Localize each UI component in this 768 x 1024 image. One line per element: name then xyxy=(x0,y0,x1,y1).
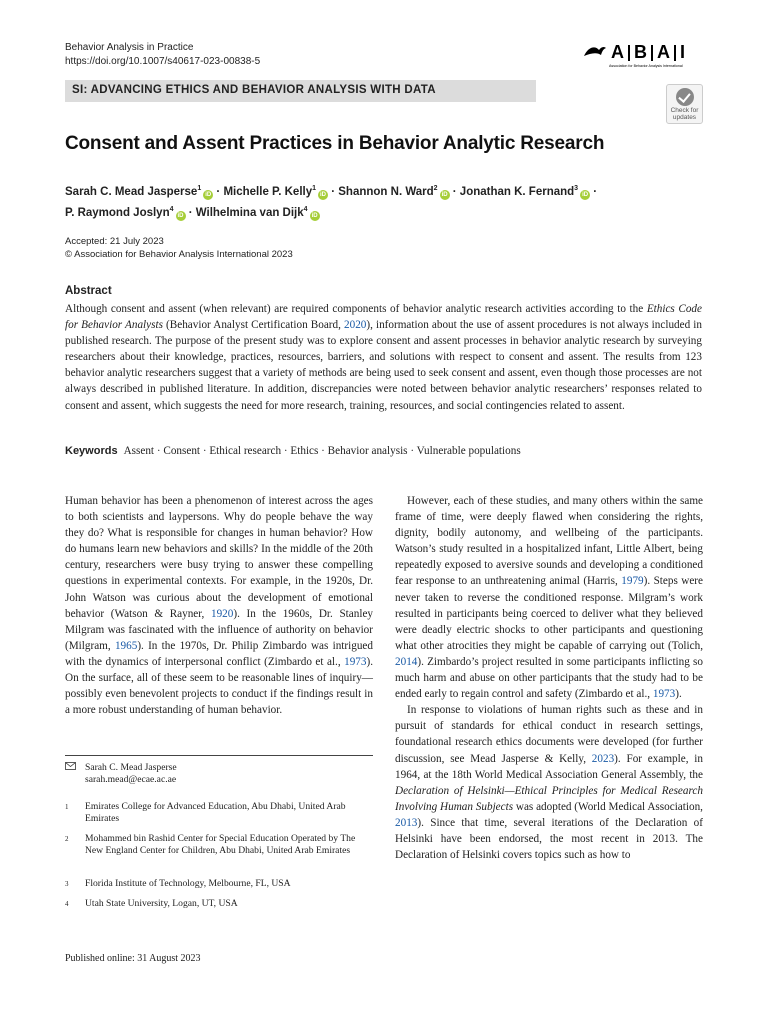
citation-link[interactable]: 1920 xyxy=(210,607,234,620)
logo-letter-a: A xyxy=(611,42,624,62)
journal-name: Behavior Analysis in Practice xyxy=(65,42,194,53)
logo-letter-i: I xyxy=(680,42,686,62)
check-updates-icon xyxy=(676,88,694,106)
author-5[interactable]: P. Raymond Joslyn$^4$ xyxy=(65,205,174,219)
special-issue-banner xyxy=(65,80,536,102)
footnote-divider xyxy=(65,755,373,756)
abai-bird-icon xyxy=(583,43,607,63)
author-3[interactable]: Shannon N. Ward$^2$ xyxy=(338,185,438,198)
article-dates xyxy=(65,235,293,261)
citation-link[interactable]: 2023 xyxy=(591,752,615,765)
article-title: Consent and Assent Practices in Behavior Analytic Research xyxy=(65,133,605,154)
paragraph: However, each of these studies, and many others within the same frame of time, were deeply flawed when considering the rights, dignity, bodily autonomy, and wellbeing of the participants. Watson’s study resulted in a hospitalized infant, Little Albert, being repeatedly exposed to aversive sounds and developing a conditioned fear response to an unthreatening animal (Harris, 1979). Steps were never taken to reverse the conditioned response. Milgram’s work resulted in participants being coerced to deliver what they believed were deadly electric shocks to other participants and questioning what other atrocities they might be capable of carrying out (Tolich, 2014). Zimbardo’s project resulted in some participants inflicting so much harm and abuse on other participants that the study had to be ended early to regain control and safety (Zimbardo et al., 1973). xyxy=(395,495,703,701)
citation-link[interactable]: 2020 xyxy=(344,319,367,332)
affiliation-2: 2 Mohammed bin Rashid Center for Special Education Operated by The New England Center for Children, Abu Dhabi, United Arab Emirates xyxy=(65,833,356,857)
correspondence-name: Sarah C. Mead Jasperse xyxy=(85,762,177,773)
paragraph: In response to violations of human rights such as these and in pursuit of standards for ethical conduct in research settings, foundational research ethics documents were developed (for further discussion, see Mead Jasperse & Kelly, 2023). For example, in 1964, at the 18th World Medical Association General Assembly, the Declaration of Helsinki—Ethical Principles for Medical Research Involving Human Subjects was adopted (World Medical Association, 2013). Since that time, several iterations of the Declaration of Helsinki have been endorsed, the most recent in 2013. The Declaration of Helsinki covers topics such as how to xyxy=(395,704,703,862)
affiliation-4: 4 Utah State University, Logan, UT, USA xyxy=(65,898,238,909)
citation-link[interactable]: 2013 xyxy=(395,816,418,829)
correspondence xyxy=(65,762,375,790)
author-2[interactable]: Michelle P. Kelly$^1$ xyxy=(223,185,317,198)
citation-link[interactable]: 1979 xyxy=(621,575,644,588)
keywords-label: Keywords xyxy=(65,445,118,457)
orcid-icon[interactable]: iD xyxy=(441,191,448,198)
citation-link[interactable]: 1973 xyxy=(344,655,367,668)
doi-link[interactable]: https://doi.org/10.1007/s40617-023-00838-5 xyxy=(65,56,261,67)
orcid-icon[interactable]: iD xyxy=(205,191,212,198)
keywords xyxy=(65,445,705,457)
abstract-heading: Abstract xyxy=(65,285,112,297)
published-date: Published online: 31 August 2023 xyxy=(65,953,201,964)
check-updates-label: Check for updates xyxy=(670,107,699,121)
keywords-list: Assent · Consent · Ethical research · Ethics · Behavior analysis · Vulnerable populations xyxy=(123,445,521,457)
affiliation-3: 3 Florida Institute of Technology, Melbourne, FL, USA xyxy=(65,878,291,889)
citation-link[interactable]: 1973 xyxy=(652,688,676,701)
journal-header xyxy=(65,41,260,69)
copyright-line: © Association for Behavior Analysis International 2023 xyxy=(65,249,293,260)
logo-letter-b: B xyxy=(634,42,647,62)
orcid-icon[interactable]: iD xyxy=(311,212,318,219)
check-for-updates-button[interactable] xyxy=(666,84,703,124)
author-list: Sarah C. Mead Jasperse$^1$iD · Michelle P. Kelly$^1$iD · Shannon N. Ward$^2$iD · Jonathan K. Fernand$^3$iD · P. Raymond Joslyn$^4$iD · Wilhelmina van Dijk$^4$iD xyxy=(65,185,598,219)
abstract-body: Although consent and assent (when relevant) are required components of behavior analytic research activities according to the Ethics Code for Behavior Analysts (Behavior Analyst Certification Board, 2020), information about the use of assent procedures is not always included in published research. The purpose of the present study was to explore consent and assent processes in behavior analytic research by surveying researchers about their knowledge, practices, resources, barriers, and solutions with respect to consent and assent. The results from 123 behavior analytic researchers suggest that a variety of methods are being used to seek consent and assent, even though those processes are not always described in published literature. In addition, discrepancies were noted between behavior analytic researchers’ responses related to consent and assent, which suggests the need for more research, training, resources, and social contingencies related to assent. xyxy=(65,303,702,412)
logo-letter-a2: A xyxy=(657,42,670,62)
author-6[interactable]: Wilhelmina van Dijk$^4$ xyxy=(195,205,308,219)
paragraph: Human behavior has been a phenomenon of interest across the ages to both scientists and laypersons. Why do people behave the way they do? What is responsible for changes in human behavior? How do humans learn new behaviors and skills? In the middle of the 20th century, researchers were busy trying to answer these compelling questions in experimental contexts. For example, in the 1920s, Dr. John Watson was curious about the development of emotional behavior (Watson & Rayner, 1920). In the 1960s, Dr. Stanley Milgram was fascinated with the influence of authority on behavior (Milgram, 1965). In the 1970s, Dr. Philip Zimbardo was intrigued with the dynamics of interpersonal conflict (Zimbardo et al., 1973). On the surface, all of these seem to be reasonable lines of inquiry—possibly even benevolent projects to conduct if the findings result in a more robust understanding of human behavior. xyxy=(65,495,374,717)
accepted-date: Accepted: 21 July 2023 xyxy=(65,236,164,247)
orcid-icon[interactable]: iD xyxy=(177,212,184,219)
body-column-right xyxy=(395,493,703,863)
orcid-icon[interactable]: iD xyxy=(582,191,589,198)
logo-tagline: Association for Behavior Analysis International xyxy=(609,64,683,68)
author-1[interactable]: Sarah C. Mead Jasperse$^1$ xyxy=(65,185,202,198)
abai-logo xyxy=(583,42,703,68)
citation-link[interactable]: 2014 xyxy=(395,655,418,668)
special-issue-label: SI: ADVANCING ETHICS AND BEHAVIOR ANALYSIS WITH DATA xyxy=(72,84,436,96)
affiliation-1: 1 Emirates College for Advanced Education, Abu Dhabi, United Arab Emirates xyxy=(65,801,346,825)
envelope-icon xyxy=(65,762,76,774)
author-4[interactable]: Jonathan K. Fernand$^3$ xyxy=(459,185,579,198)
body-column-left xyxy=(65,493,373,718)
correspondence-email[interactable]: sarah.mead@ecae.ac.ae xyxy=(85,774,177,786)
citation-link[interactable]: 1965 xyxy=(114,639,138,652)
orcid-icon[interactable]: iD xyxy=(320,191,327,198)
